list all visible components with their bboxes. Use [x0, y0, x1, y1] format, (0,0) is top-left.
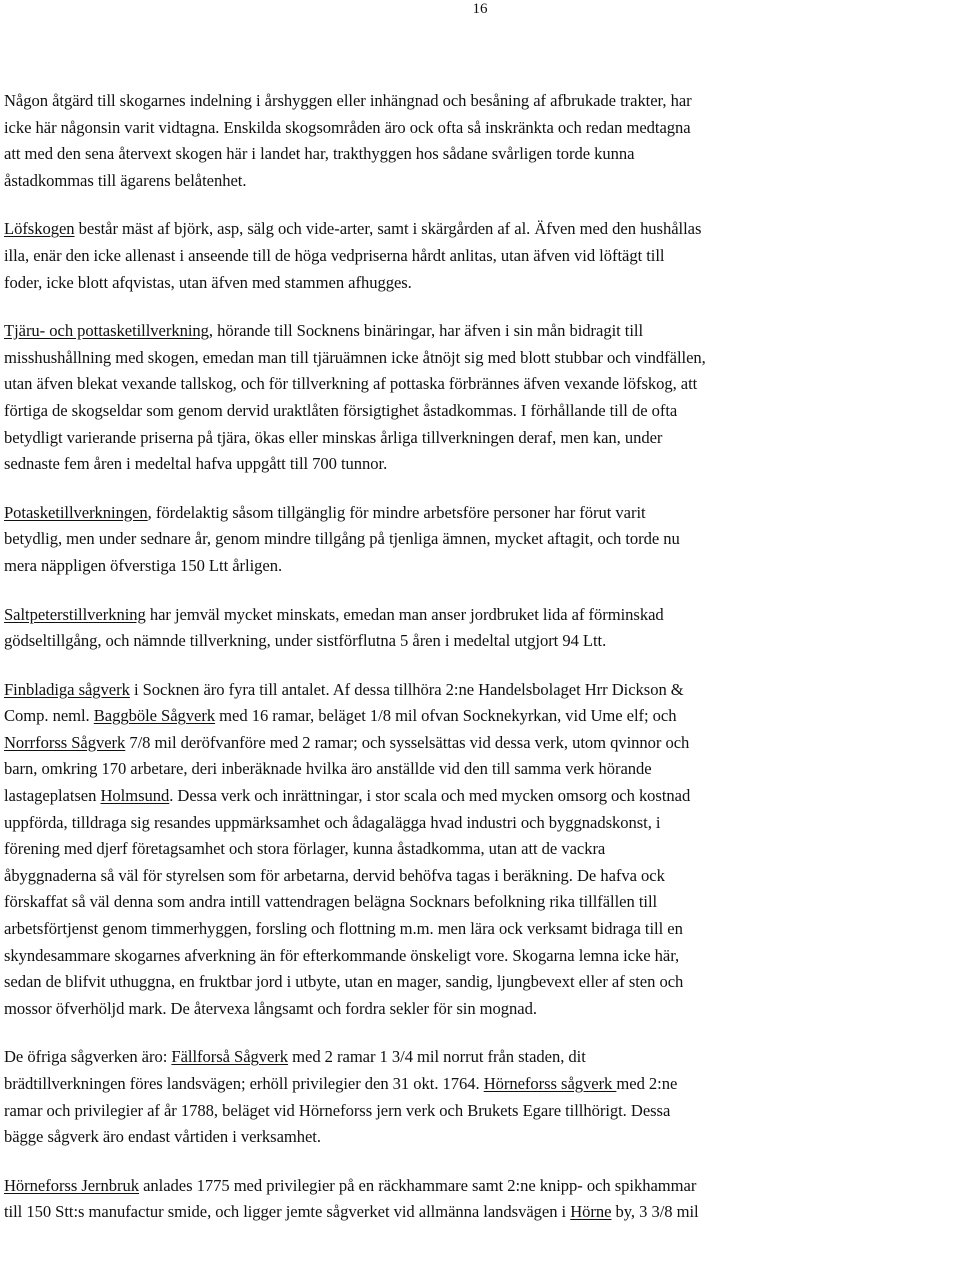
text-run: har jemväl mycket minskats, emedan man anser jordbruket lida af förminskad	[145, 604, 664, 624]
text-run: bägge sågverk äro endast vårtiden i verksamhet.	[4, 1127, 321, 1147]
text-run: by, 3 3/8 mil	[611, 1202, 699, 1222]
text-run: mera näppligen öfverstiga 150 Ltt årligen.	[4, 555, 283, 575]
text-run: förtiga de skogseldar som genom dervid uraktlåten försigtighet åstadkommas. I förhållande till de ofta	[4, 400, 678, 420]
underlined-term: Fällforså Sågverk	[171, 1047, 289, 1067]
text-run: arbetsförtjenst genom timmerhyggen, forsling och flottning m.m. men lära ock verksamt bidraga till en	[4, 919, 683, 939]
underlined-term: Saltpeterstillverkning	[4, 604, 146, 624]
text-run: skyndesammare skogarnes afverkning än för efterkommande önskeligt vore. Skogarna lemna icke här,	[4, 945, 680, 965]
text-run: betydlig, men under sednare år, genom mindre tillgång på tjenliga ämnen, mycket aftagit, och torde nu	[4, 529, 680, 549]
underlined-term: Löfskogen	[4, 219, 75, 239]
text-line	[4, 810, 958, 837]
text-line	[4, 889, 958, 916]
text-line	[4, 943, 958, 970]
underlined-term: Tjäru- och pottasketillverkning	[4, 321, 209, 341]
text-line	[4, 451, 958, 478]
text-run: åstadkommas till ägarens belåtenhet.	[4, 170, 247, 190]
text-line	[4, 526, 958, 553]
text-line	[4, 553, 958, 580]
underlined-term: Holmsund	[100, 786, 170, 806]
text-run: ramar och privilegier af år 1788, beläget vid Hörneforss jern verk och Brukets Egare tillhörigt. Dessa	[4, 1100, 671, 1120]
text-line	[4, 318, 958, 345]
underlined-term: Hörneforss sågverk	[483, 1074, 617, 1093]
text-run: gödseltillgång, och nämnde tillverkning, under sistförflutna 5 åren i medeltal utgjort 94 Ltt.	[4, 631, 607, 651]
text-line	[4, 141, 958, 168]
underlined-term: Norrforss Sågverk	[4, 732, 126, 752]
text-run: betydligt varierande priserna på tjära, ökas eller minskas årliga tillverkningen deraf, men kan, under	[4, 427, 663, 447]
paragraph	[4, 602, 958, 655]
text-run: att med den sena återvext skogen här i landet har, trakthyggen hos sådane svårligen torde kunna	[4, 144, 635, 164]
text-line	[4, 115, 958, 142]
text-line	[4, 602, 958, 629]
text-line	[4, 1199, 958, 1226]
underlined-term: Finbladiga sågverk	[4, 679, 130, 699]
paragraph	[4, 318, 958, 478]
text-run: sednaste fem åren i medeltal hafva uppgått till 700 tunnor.	[4, 454, 388, 474]
text-run: , fördelaktig såsom tillgänglig för mindre arbetsföre personer har förut varit	[147, 502, 646, 522]
paragraph	[4, 1173, 958, 1226]
text-run: uppförda, tilldraga sig resandes uppmärksamhet och ådagalägga hvad industri och byggnadskonst, i	[4, 812, 661, 832]
text-line	[4, 703, 958, 730]
text-line	[4, 270, 958, 297]
text-run: förskaffat så väl denna som andra intill vattendragen belägna Socknars befolkning rika tillfällen till	[4, 892, 658, 912]
text-line	[4, 969, 958, 996]
text-line	[4, 216, 958, 243]
text-line	[4, 425, 958, 452]
text-run: utan äfven blekat vexande tallskog, och för tillverkning af pottaska förbrännes äfven vexande löfskog, att	[4, 374, 698, 394]
underlined-term: Hörne	[570, 1202, 612, 1222]
text-line	[4, 1124, 958, 1151]
text-run: illa, enär den icke allenast i anseende till de höga vedpriserna hårdt anlitas, utan äfven vid löftägt till	[4, 245, 665, 265]
text-run: lastageplatsen	[4, 786, 101, 806]
text-run: anlades 1775 med privilegier på en räckhammare samt 2:ne knipp- och spikhammar	[139, 1175, 697, 1195]
text-run: 7/8 mil deröfvanföre med 2 ramar; och sysselsättas vid dessa verk, utom qvinnor och	[125, 732, 690, 752]
text-run: består mäst af björk, asp, sälg och vide-arter, samt i skärgården af al. Äfven med den hushållas	[74, 219, 702, 239]
paragraph	[4, 500, 958, 580]
text-line	[4, 88, 958, 115]
text-run: till 150 Stt:s manufactur smide, och ligger jemte sågverket vid allmänna landsvägen i	[4, 1202, 571, 1222]
text-line	[4, 730, 958, 757]
text-line	[4, 1071, 958, 1098]
text-line	[4, 398, 958, 425]
underlined-term: Baggböle Sågverk	[93, 706, 216, 726]
text-run: misshushållning med skogen, emedan man till tjäruämnen icke åtnöjt sig med blott stubbar och vindfällen,	[4, 347, 706, 367]
text-line	[4, 916, 958, 943]
paragraph	[4, 216, 958, 296]
paragraph	[4, 88, 958, 194]
text-run: Comp. neml.	[4, 706, 94, 726]
text-run: mossor öfverhöljd mark. De återvexa långsamt och fordra sekler för sin mognad.	[4, 998, 537, 1018]
text-line	[4, 345, 958, 372]
text-line	[4, 1044, 958, 1071]
text-line	[4, 1098, 958, 1125]
document-body	[4, 88, 958, 1248]
text-run: Någon åtgärd till skogarnes indelning i årshyggen eller inhängnad och besåning af afbrukade trakter, har	[4, 91, 692, 110]
text-line	[4, 1173, 958, 1200]
text-line	[4, 168, 958, 195]
text-line	[4, 783, 958, 810]
text-run: brädtillverkningen föres landsvägen; erhöll privilegier den 31 okt. 1764.	[4, 1074, 484, 1093]
text-run: förening med djerf företagsamhet och stora förlager, kunna åstadkomma, utan att de vackra	[4, 839, 606, 859]
text-run: med 2 ramar 1 3/4 mil norrut från staden, dit	[288, 1047, 586, 1067]
text-line	[4, 863, 958, 890]
text-run: sedan de blifvit uthuggna, en fruktbar jord i utbyte, utan en mager, sandig, ljungbevext eller af sten och	[4, 972, 684, 992]
page-number: 16	[472, 1, 488, 17]
text-line	[4, 677, 958, 704]
text-line	[4, 500, 958, 527]
paragraph	[4, 1044, 958, 1150]
text-run: . Dessa verk och inrättningar, i stor scala och med mycken omsorg och kostnad	[169, 786, 691, 806]
text-line	[4, 243, 958, 270]
text-run: barn, omkring 170 arbetare, deri inberäknade hvilka äro anställde vid den till samma verk hörande	[4, 759, 652, 779]
underlined-term: Potasketillverkningen	[4, 502, 148, 522]
text-run: foder, icke blott afqvistas, utan äfven med stammen afhugges.	[4, 272, 412, 292]
text-line	[4, 756, 958, 783]
text-line	[4, 628, 958, 655]
text-run: icke här någonsin varit vidtagna. Enskilda skogsområden äro ock ofta så inskränkta och redan medtagna	[4, 117, 691, 137]
text-line	[4, 996, 958, 1023]
text-run: , hörande till Socknens binäringar, har äfven i sin mån bidragit till	[208, 321, 644, 341]
text-line	[4, 371, 958, 398]
text-run: med 2:ne	[616, 1074, 678, 1093]
paragraph	[4, 677, 958, 1023]
underlined-term: Hörneforss Jernbruk	[4, 1175, 139, 1195]
text-line	[4, 836, 958, 863]
text-run: De öfriga sågverken äro:	[4, 1047, 172, 1067]
text-run: åbyggnaderna så väl för styrelsen som för arbetarna, dervid behöfva tagas i beräkning. De hafva ock	[4, 865, 665, 885]
text-run: med 16 ramar, beläget 1/8 mil ofvan Socknekyrkan, vid Ume elf; och	[215, 706, 677, 726]
text-run: i Socknen äro fyra till antalet. Af dessa tillhöra 2:ne Handelsbolaget Hrr Dickson &	[129, 679, 684, 699]
